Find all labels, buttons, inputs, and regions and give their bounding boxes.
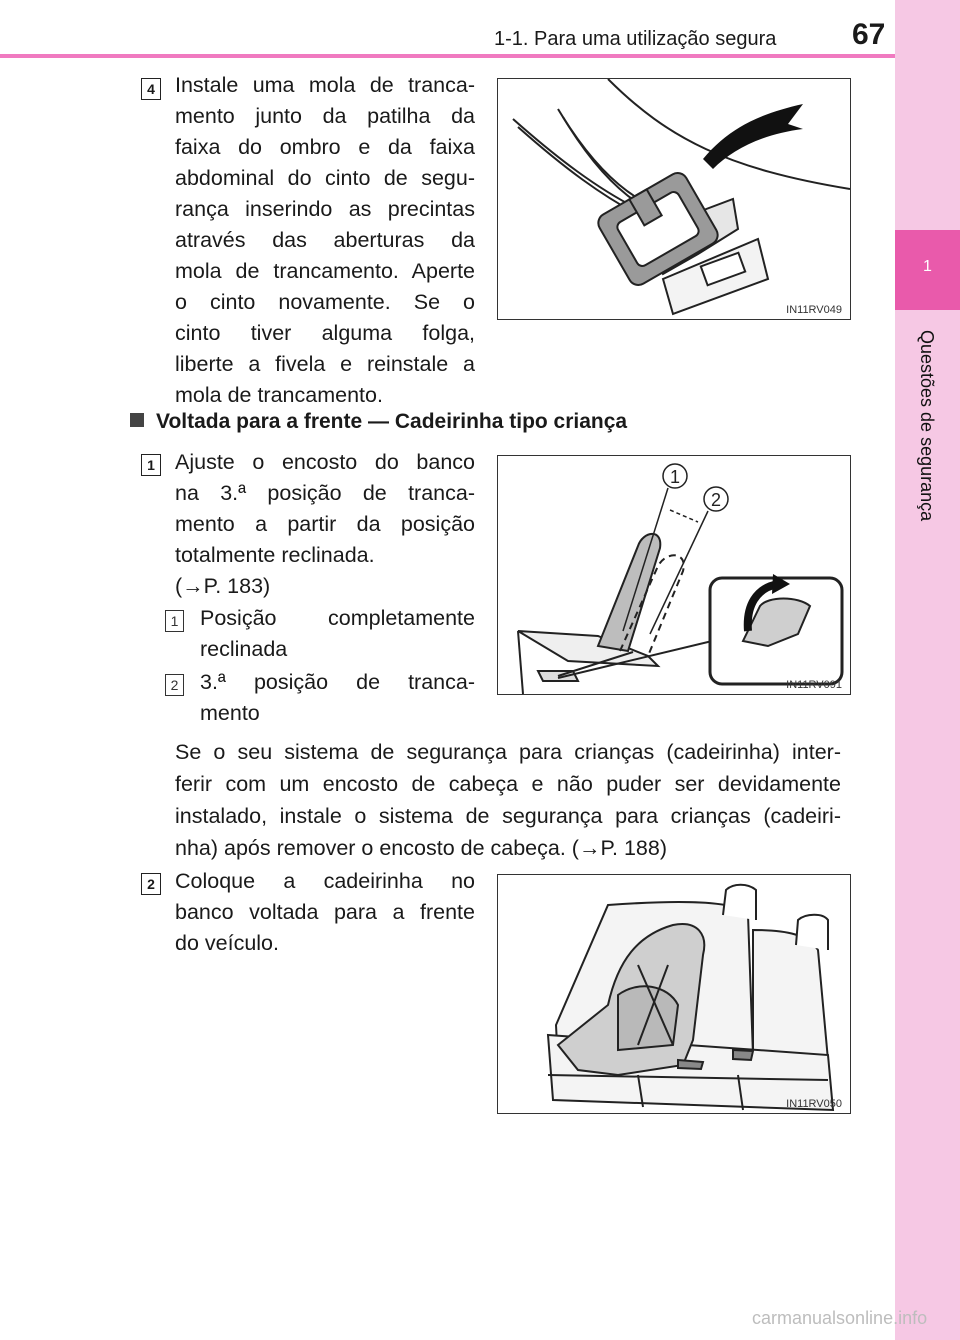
child-seat-figure	[497, 874, 851, 1114]
sub-item-2-text	[200, 667, 475, 729]
chapter-title: Questões de segurança	[917, 330, 937, 522]
callout-2-text: 2	[710, 490, 722, 510]
heading-part-1: Voltada para a frente	[156, 410, 363, 433]
text-line: liberte a fivela e reinstale a	[175, 352, 475, 376]
sub-item-2-marker: 2	[165, 674, 184, 696]
step-4-marker: 4	[141, 78, 161, 100]
text-line: Instale uma mola de tranca-	[175, 73, 475, 97]
step-1-marker: 1	[141, 454, 161, 476]
text-line: banco voltada para a frente	[175, 900, 475, 924]
watermark: carmanualsonline.info	[752, 1308, 928, 1328]
child-seat-illustration	[498, 875, 850, 1113]
page-number: 67	[852, 18, 886, 51]
text-line: totalmente reclinada.	[175, 543, 375, 567]
text-line: através das aberturas da	[175, 228, 475, 252]
text-line: nha) após remover o encosto de cabeça. (→P. 188)	[175, 836, 668, 860]
step-1-text	[175, 447, 475, 602]
chapter-number: 1	[923, 258, 932, 275]
locking-clip-illustration	[498, 79, 850, 319]
heading-square-icon	[130, 413, 144, 427]
chapter-side-tab	[895, 0, 960, 1340]
seat-recline-figure	[497, 455, 851, 695]
seat-recline-illustration	[498, 456, 850, 694]
text-line: mento a partir da posição	[175, 512, 475, 536]
section-heading	[130, 410, 627, 434]
header-rule	[0, 54, 895, 58]
step-2-marker: 2	[141, 873, 161, 895]
angle-arrow-icon	[670, 510, 698, 522]
heading-dash: —	[368, 410, 390, 433]
text-line: cinto tiver alguma folga,	[175, 321, 475, 345]
figure-label: IN11RV049	[786, 304, 842, 316]
text-line: mento	[200, 701, 260, 725]
text-line: reclinada	[200, 637, 288, 661]
text-line: o cinto novamente. Se o	[175, 290, 475, 314]
text-line: do veículo.	[175, 931, 279, 955]
text-line: Coloque a cadeirinha no	[175, 869, 475, 893]
text-line: na 3.ª posição de tranca-	[175, 481, 475, 505]
text-line: (→P. 183)	[175, 574, 271, 598]
text-line: mola de trancamento.	[175, 383, 383, 407]
text-line: Posição completamente	[200, 606, 475, 630]
sub-item-1-text	[200, 603, 475, 665]
figure-label: IN11RV091	[786, 679, 842, 691]
headrest-note	[175, 736, 841, 864]
arrow-icon	[703, 104, 803, 169]
text-line: Ajuste o encosto do banco	[175, 450, 475, 474]
lever-inset	[710, 574, 842, 684]
text-line: mento junto da patilha da	[175, 104, 475, 128]
running-header: 1-1. Para uma utilização segura	[494, 28, 777, 50]
text-line: 3.ª posição de tranca-	[200, 670, 475, 694]
text-line: ferir com um encosto de cabeça e não puder ser devidamente	[175, 772, 841, 796]
text-line: faixa do ombro e da faixa	[175, 135, 475, 159]
text-line: instalado, instale o sistema de segurança para crianças (cadeiri-	[175, 804, 841, 828]
text-line: rança inserindo as precintas	[175, 197, 475, 221]
sub-item-1-marker: 1	[165, 610, 184, 632]
text-line: abdominal do cinto de segu-	[175, 166, 475, 190]
locking-clip-figure	[497, 78, 851, 320]
figure-label: IN11RV050	[786, 1098, 842, 1110]
step-4-text	[175, 70, 475, 411]
text-line: mola de trancamento. Aperte	[175, 259, 475, 283]
text-line: Se o seu sistema de segurança para crianças (cadeirinha) inter-	[175, 740, 841, 764]
callout-1-text: 1	[669, 467, 681, 487]
heading-part-2: Cadeirinha tipo criança	[394, 410, 628, 433]
step-2-text	[175, 866, 475, 959]
